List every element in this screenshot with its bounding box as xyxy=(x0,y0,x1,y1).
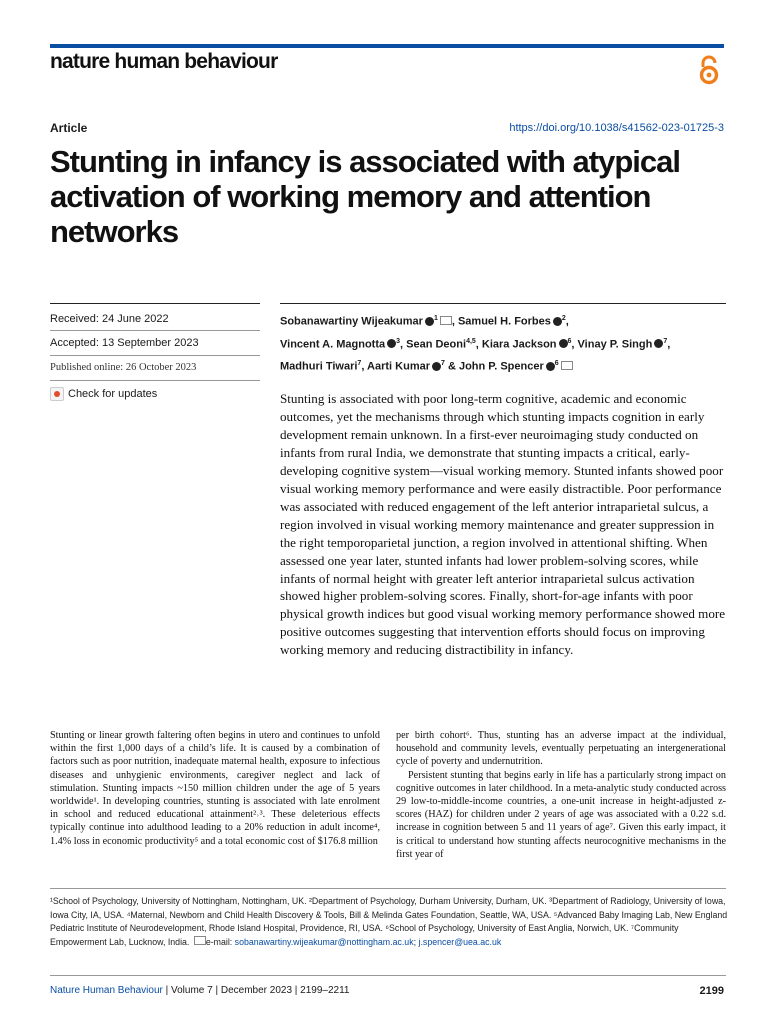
orcid-icon[interactable] xyxy=(553,317,562,326)
accepted-date: Accepted: 13 September 2023 xyxy=(50,337,199,349)
journal-name: nature human behaviour xyxy=(50,50,278,73)
body-column-right xyxy=(396,729,726,861)
meta-rule xyxy=(50,303,260,304)
paragraph: Persistent stunting that begins early in life has a particularly strong impact on cognitive outcomes in later childhood. In a meta-analytic study conducted across 29 low-to-middle-income countries, a one-unit increase in height-adjusted z-scores (HAZ) for children under 2 years of age was associated with a 0.22 s.d. increase in cognition between 5 and 11 years of age⁷. Given this early impact, it is critical to understand how stunting affects neurocognitive mechanisms in the first year of xyxy=(396,769,726,860)
author-name[interactable]: Vincent A. Magnotta xyxy=(280,338,386,351)
published-date: Published online: 26 October 2023 xyxy=(50,362,197,373)
body-column-left: Stunting or linear growth faltering often begins in utero and continues to unfold within the first 1,000 days of a child’s life. It is caused by a combination of factors such as poor nutrition, inadequate maternal health, exposure to infectious diseases and unhygienic environments, caregiver neglect and lack of stimulation. Stunting impacts ~150 million children under the age of 5 years worldwide¹. In developing countries, stunting is associated with late enrolment in school and reduced educational attainment²˒³. These deleterious effects typically continue into adulthood leading to a 20% reduction in adult income⁴, 1.4% loss in economic productivity⁵ and a total economic cost of $176.8 million xyxy=(50,730,380,847)
affiliation-sup: 7 xyxy=(357,360,362,368)
divider xyxy=(50,355,260,356)
affiliation-sup: 6 xyxy=(554,360,559,368)
page-number: 2199 xyxy=(699,985,724,997)
crossmark-icon xyxy=(50,387,64,401)
author-name[interactable]: , Aarti Kumar xyxy=(361,360,430,373)
author-name[interactable]: Sobanawartiny Wijeakumar xyxy=(280,315,423,328)
affiliation-sup: 2 xyxy=(561,315,566,322)
header-rule xyxy=(50,44,724,48)
email-icon[interactable] xyxy=(561,361,573,370)
footer-details: | Volume 7 | December 2023 | 2199–2211 xyxy=(162,985,350,996)
check-updates-label: Check for updates xyxy=(68,388,158,400)
authors-rule xyxy=(280,303,726,304)
affiliation-sup: 3 xyxy=(396,337,401,345)
email-link[interactable]: j.spencer@uea.ac.uk xyxy=(418,936,502,947)
orcid-icon[interactable] xyxy=(546,362,555,371)
author-list: Sobanawartiny Wijeakumar $^1$ , Samuel H. Forbes $^2$, Vincent A. Magnotta $^3$, Sean Deoni$^{4,5}$, Kiara Jackson $^6$, Vinay P. Singh $^7$, Madhuri Tiwari$^7$, Aarti Kumar $^7$ & John P. Spencer $^6$ xyxy=(280,315,671,373)
divider xyxy=(50,380,260,381)
orcid-icon[interactable] xyxy=(425,317,434,326)
author-name[interactable]: , Samuel H. Forbes xyxy=(451,315,551,328)
email-icon[interactable] xyxy=(440,316,452,325)
paragraph: per birth cohort⁶. Thus, stunting has an adverse impact at the individual, household and community levels, eventually perpetuating an intergenerational cycle of poverty and undernutrition. xyxy=(396,730,726,768)
abstract: Stunting is associated with poor long-term cognitive, academic and economic outcomes, yet the mechanisms through which stunting impacts cognition in early development remain unknown. In a first-ever neuroimaging study conducted on infants from rural India, we demonstrate that stunting impacts a critical, early-developing cognitive system—visual working memory. Stunted infants showed poor visual working memory performance and were easily distractible. Poor performance was associated with reduced engagement of the left anterior intraparietal sulcus, a region involved in visual working memory maintenance and greater suppression in the right temporoparietal junction, a region involved in attentional shifting. When assessed one year later, stunted infants had lower problem-solving scores, while infants of normal height with greater left anterior intraparietal sulcus activation showed higher problem-solving scores. Finally, short-for-age infants with poor physical growth indices but good visual working memory performance showed more positive outcomes suggesting that intervention efforts should focus on improving working memory and reducing distractibility in infancy. xyxy=(280,391,726,658)
divider xyxy=(50,330,260,331)
author-name[interactable]: Madhuri Tiwari xyxy=(280,360,358,373)
email-icon xyxy=(194,936,206,945)
footer-rule xyxy=(50,975,726,976)
check-updates-button[interactable] xyxy=(50,387,157,401)
author-name[interactable]: , Sean Deoni xyxy=(400,338,467,351)
footer-journal[interactable]: Nature Human Behaviour xyxy=(50,985,163,996)
author-name[interactable]: , Kiara Jackson xyxy=(475,338,557,351)
email-link[interactable]: sobanawartiny.wijeakumar@nottingham.ac.uk xyxy=(234,936,414,947)
affiliation-sup: 1 xyxy=(433,315,438,322)
affiliation-sup: 7 xyxy=(441,360,445,368)
author-name[interactable]: , Vinay P. Singh xyxy=(571,338,653,351)
orcid-icon[interactable] xyxy=(654,339,663,348)
open-access-icon xyxy=(696,54,722,86)
affiliation-text: ¹School of Psychology, University of Nottingham, Nottingham, UK. ²Department of Psychology, Durham University, Durham, UK. ³Department of Radiology, University of Iowa, Iowa City, IA, USA. ⁴Maternal, Newborn and Child Health Discovery & Tools, Bill & Melinda Gates Foundation, Seattle, WA, USA. ⁵Advanced Baby Imaging Lab, New England Pediatric Institute of Neurodevelopment, Rhode Island Hospital, Providence, RI, USA. ⁶School of Psychology, University of East Anglia, Norwich, UK. ⁷Community Empowerment Lab, Lucknow, India. xyxy=(50,896,728,947)
separator: ; xyxy=(413,936,417,947)
affiliation-sup: 7 xyxy=(663,337,668,345)
affiliation-sup: 6 xyxy=(567,337,572,345)
affiliation-sup: 4,5 xyxy=(466,337,476,345)
doi-link[interactable]: https://doi.org/10.1038/s41562-023-01725-3 xyxy=(509,122,724,134)
author-name[interactable]: & John P. Spencer xyxy=(444,360,544,373)
received-date: Received: 24 June 2022 xyxy=(50,313,169,325)
footer-citation xyxy=(50,985,349,996)
affiliations xyxy=(50,895,730,949)
footnote-rule xyxy=(50,888,726,889)
email-label: e-mail: xyxy=(205,936,235,947)
orcid-icon[interactable] xyxy=(387,339,396,348)
orcid-icon[interactable] xyxy=(432,362,441,371)
paper-title: Stunting in infancy is associated with atypical activation of working memory and attention networks xyxy=(50,144,680,249)
article-type: Article xyxy=(50,121,88,135)
orcid-icon[interactable] xyxy=(559,339,568,348)
